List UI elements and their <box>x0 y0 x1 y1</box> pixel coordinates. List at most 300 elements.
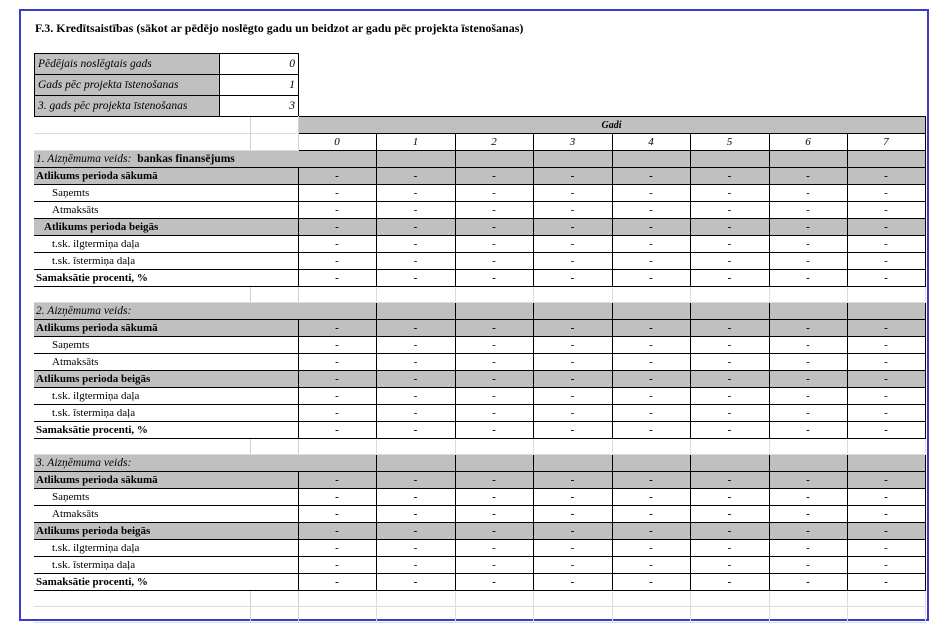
section-title <box>34 455 298 472</box>
value-cell[interactable]: - <box>847 219 925 236</box>
value-cell[interactable]: - <box>769 337 847 354</box>
empty-cell <box>533 287 612 303</box>
value-cell[interactable]: - <box>769 540 847 557</box>
value-cell[interactable]: - <box>533 337 612 354</box>
value-cell[interactable]: - <box>533 371 612 388</box>
blank-row <box>34 287 925 303</box>
value-cell[interactable]: - <box>769 219 847 236</box>
value-cell[interactable]: - <box>769 354 847 371</box>
value-cell[interactable]: - <box>298 574 376 591</box>
value-cell[interactable]: - <box>612 472 690 489</box>
empty-cell <box>847 287 925 303</box>
value-cell[interactable]: - <box>455 185 533 202</box>
spacer-cell <box>250 371 298 388</box>
section-title-label: 1. Aizņēmuma veids: <box>36 153 132 165</box>
value-cell[interactable]: - <box>847 337 925 354</box>
empty-cell <box>769 591 847 607</box>
value-cell[interactable]: - <box>690 422 769 439</box>
empty-cell <box>298 151 376 168</box>
spacer-cell <box>250 388 298 405</box>
value-cell[interactable]: - <box>298 354 376 371</box>
value-cell[interactable]: - <box>455 489 533 506</box>
row-label: Atmaksāts <box>34 354 218 371</box>
value-cell[interactable]: - <box>690 557 769 574</box>
value-cell[interactable]: - <box>533 489 612 506</box>
value-cell[interactable]: - <box>455 506 533 523</box>
blank-row <box>34 439 925 455</box>
empty-cell <box>847 303 925 320</box>
empty-cell <box>250 439 298 455</box>
table-row <box>34 185 925 202</box>
spacer-cell <box>250 540 298 557</box>
value-cell[interactable]: - <box>769 371 847 388</box>
years-header: Gadi <box>298 117 925 134</box>
table-row <box>34 540 925 557</box>
value-cell[interactable]: - <box>769 270 847 287</box>
value-cell[interactable]: - <box>847 557 925 574</box>
value-cell[interactable]: - <box>690 388 769 405</box>
empty-cell <box>455 151 533 168</box>
value-cell[interactable]: - <box>298 506 376 523</box>
value-cell[interactable]: - <box>533 472 612 489</box>
empty-cell <box>690 287 769 303</box>
spacer-cell <box>250 134 298 151</box>
value-cell[interactable]: - <box>612 253 690 270</box>
value-cell[interactable]: - <box>690 540 769 557</box>
row-label: t.sk. ilgtermiņa daļa <box>34 388 218 405</box>
value-cell[interactable]: - <box>376 219 455 236</box>
table-row <box>34 557 925 574</box>
value-cell[interactable]: - <box>769 489 847 506</box>
empty-cell <box>298 607 376 623</box>
value-cell[interactable]: - <box>690 574 769 591</box>
value-cell[interactable]: - <box>612 185 690 202</box>
value-cell[interactable]: - <box>376 236 455 253</box>
value-cell[interactable]: - <box>455 540 533 557</box>
value-cell[interactable]: - <box>612 202 690 219</box>
table-row <box>34 574 925 591</box>
value-cell[interactable]: - <box>847 405 925 422</box>
spacer-cell <box>250 337 298 354</box>
value-cell[interactable]: - <box>769 202 847 219</box>
blank-row <box>34 607 925 623</box>
value-cell[interactable]: - <box>690 253 769 270</box>
spacer-cell <box>250 219 298 236</box>
value-cell[interactable]: - <box>847 354 925 371</box>
empty-cell <box>376 607 455 623</box>
value-cell[interactable]: - <box>612 557 690 574</box>
blank-row <box>34 591 925 607</box>
empty-cell <box>533 607 612 623</box>
value-cell[interactable]: - <box>376 405 455 422</box>
row-label: Samaksātie procenti, % <box>34 574 218 591</box>
info-value[interactable]: 3 <box>220 96 299 117</box>
empty-cell <box>298 455 376 472</box>
value-cell[interactable]: - <box>612 236 690 253</box>
value-cell[interactable]: - <box>769 388 847 405</box>
spacer-cell <box>218 405 250 422</box>
page-title: F.3. Kredītsaistības (sākot ar pēdējo noslēgto gadu un beidzot ar gadu pēc projekta īstenošanas) <box>35 21 524 35</box>
spacer-cell <box>218 489 250 506</box>
spacer-cell <box>250 422 298 439</box>
value-cell[interactable]: - <box>455 202 533 219</box>
value-cell[interactable]: - <box>298 202 376 219</box>
value-cell[interactable]: - <box>769 422 847 439</box>
value-cell[interactable]: - <box>612 574 690 591</box>
spacer-cell <box>218 506 250 523</box>
spacer-cell <box>218 540 250 557</box>
empty-cell <box>250 591 298 607</box>
value-cell[interactable]: - <box>298 337 376 354</box>
value-cell[interactable]: - <box>455 253 533 270</box>
value-cell[interactable]: - <box>612 219 690 236</box>
table-row <box>34 371 925 388</box>
value-cell[interactable]: - <box>690 185 769 202</box>
value-cell[interactable]: - <box>769 472 847 489</box>
spacer-cell <box>218 320 250 337</box>
value-cell[interactable]: - <box>612 388 690 405</box>
value-cell[interactable]: - <box>612 422 690 439</box>
empty-cell <box>34 287 218 303</box>
section-title-value: bankas finansējums <box>137 153 235 165</box>
value-cell[interactable]: - <box>533 574 612 591</box>
value-cell[interactable]: - <box>612 168 690 185</box>
value-cell[interactable]: - <box>298 489 376 506</box>
value-cell[interactable]: - <box>690 405 769 422</box>
value-cell[interactable]: - <box>455 270 533 287</box>
table-row <box>34 202 925 219</box>
value-cell[interactable]: - <box>769 557 847 574</box>
value-cell[interactable]: - <box>612 337 690 354</box>
value-cell[interactable]: - <box>690 270 769 287</box>
spacer-cell <box>218 202 250 219</box>
info-label: Gads pēc projekta īstenošanas <box>35 75 220 96</box>
value-cell[interactable]: - <box>690 320 769 337</box>
value-cell[interactable]: - <box>847 202 925 219</box>
value-cell[interactable]: - <box>690 489 769 506</box>
value-cell[interactable]: - <box>612 371 690 388</box>
value-cell[interactable]: - <box>847 388 925 405</box>
value-cell[interactable]: - <box>376 185 455 202</box>
row-label: Saņemts <box>34 337 218 354</box>
value-cell[interactable]: - <box>847 270 925 287</box>
empty-cell <box>690 151 769 168</box>
row-label: Atmaksāts <box>34 506 218 523</box>
value-cell[interactable]: - <box>690 354 769 371</box>
info-value[interactable]: 1 <box>220 75 299 96</box>
spacer-cell <box>218 219 250 236</box>
empty-cell <box>218 591 250 607</box>
value-cell[interactable]: - <box>376 168 455 185</box>
empty-cell <box>769 303 847 320</box>
table-row <box>34 236 925 253</box>
value-cell[interactable]: - <box>298 320 376 337</box>
value-cell[interactable]: - <box>376 574 455 591</box>
table-row <box>34 388 925 405</box>
empty-cell <box>847 607 925 623</box>
value-cell[interactable]: - <box>533 219 612 236</box>
year-cell: 6 <box>769 134 847 151</box>
value-cell[interactable]: - <box>847 253 925 270</box>
value-cell[interactable]: - <box>376 557 455 574</box>
value-cell[interactable]: - <box>612 354 690 371</box>
value-cell[interactable]: - <box>769 185 847 202</box>
value-cell[interactable]: - <box>847 371 925 388</box>
value-cell[interactable]: - <box>533 253 612 270</box>
row-label: Samaksātie procenti, % <box>34 422 218 439</box>
empty-cell <box>250 287 298 303</box>
spacer-cell <box>250 557 298 574</box>
value-cell[interactable]: - <box>612 405 690 422</box>
value-cell[interactable]: - <box>612 506 690 523</box>
table-row <box>34 320 925 337</box>
value-cell[interactable]: - <box>533 236 612 253</box>
value-cell[interactable]: - <box>847 168 925 185</box>
value-cell[interactable]: - <box>455 388 533 405</box>
value-cell[interactable]: - <box>376 337 455 354</box>
spacer-cell <box>218 270 250 287</box>
empty-cell <box>612 455 690 472</box>
value-cell[interactable]: - <box>298 371 376 388</box>
value-cell[interactable]: - <box>533 168 612 185</box>
empty-cell <box>298 439 376 455</box>
value-cell[interactable]: - <box>455 371 533 388</box>
year-cell: 0 <box>298 134 376 151</box>
value-cell[interactable]: - <box>533 354 612 371</box>
value-cell[interactable]: - <box>847 422 925 439</box>
row-label: Atlikums perioda beigās <box>34 219 218 236</box>
spacer-cell <box>250 270 298 287</box>
value-cell[interactable]: - <box>847 320 925 337</box>
value-cell[interactable]: - <box>455 422 533 439</box>
value-cell[interactable]: - <box>612 270 690 287</box>
empty-cell <box>455 607 533 623</box>
info-row <box>35 54 299 75</box>
table-row <box>34 472 925 489</box>
value-cell[interactable]: - <box>298 270 376 287</box>
value-cell[interactable]: - <box>533 523 612 540</box>
empty-cell <box>455 439 533 455</box>
empty-cell <box>612 303 690 320</box>
value-cell[interactable]: - <box>298 168 376 185</box>
credit-grid <box>34 116 926 623</box>
row-label: Samaksātie procenti, % <box>34 270 218 287</box>
info-value[interactable]: 0 <box>220 54 299 75</box>
value-cell[interactable]: - <box>847 506 925 523</box>
spacer-cell <box>250 354 298 371</box>
value-cell[interactable]: - <box>376 253 455 270</box>
empty-cell <box>533 303 612 320</box>
value-cell[interactable]: - <box>298 523 376 540</box>
empty-cell <box>533 151 612 168</box>
value-cell[interactable]: - <box>376 270 455 287</box>
value-cell[interactable]: - <box>298 540 376 557</box>
value-cell[interactable]: - <box>298 472 376 489</box>
value-cell[interactable]: - <box>455 574 533 591</box>
value-cell[interactable]: - <box>769 574 847 591</box>
value-cell[interactable]: - <box>298 219 376 236</box>
value-cell[interactable]: - <box>533 540 612 557</box>
empty-cell <box>34 439 218 455</box>
value-cell[interactable]: - <box>376 523 455 540</box>
value-cell[interactable]: - <box>533 388 612 405</box>
value-cell[interactable]: - <box>769 253 847 270</box>
row-label: Atlikums perioda sākumā <box>34 320 218 337</box>
empty-cell <box>455 303 533 320</box>
value-cell[interactable]: - <box>690 219 769 236</box>
empty-cell <box>533 455 612 472</box>
value-cell[interactable]: - <box>533 506 612 523</box>
spacer-cell <box>218 574 250 591</box>
value-cell[interactable]: - <box>298 253 376 270</box>
empty-cell <box>218 287 250 303</box>
value-cell[interactable]: - <box>455 557 533 574</box>
value-cell[interactable]: - <box>376 422 455 439</box>
value-cell[interactable]: - <box>690 472 769 489</box>
value-cell[interactable]: - <box>533 422 612 439</box>
value-cell[interactable]: - <box>769 236 847 253</box>
table-row <box>34 253 925 270</box>
value-cell[interactable]: - <box>298 422 376 439</box>
table-row <box>34 219 925 236</box>
empty-cell <box>847 151 925 168</box>
empty-cell <box>376 591 455 607</box>
value-cell[interactable]: - <box>690 506 769 523</box>
value-cell[interactable]: - <box>298 236 376 253</box>
spacer-cell <box>250 523 298 540</box>
section-title-label: 2. Aizņēmuma veids: <box>36 305 132 317</box>
value-cell[interactable]: - <box>455 337 533 354</box>
value-cell[interactable]: - <box>533 202 612 219</box>
value-cell[interactable]: - <box>533 185 612 202</box>
info-row <box>35 75 299 96</box>
grid-header-row <box>34 117 925 134</box>
empty-cell <box>455 591 533 607</box>
value-cell[interactable]: - <box>847 472 925 489</box>
value-cell[interactable]: - <box>612 320 690 337</box>
empty-cell <box>847 439 925 455</box>
value-cell[interactable]: - <box>455 168 533 185</box>
table-row <box>34 270 925 287</box>
value-cell[interactable]: - <box>376 540 455 557</box>
row-label: Atlikums perioda sākumā <box>34 472 218 489</box>
value-cell[interactable]: - <box>612 523 690 540</box>
value-cell[interactable]: - <box>690 168 769 185</box>
empty-cell <box>376 151 455 168</box>
spacer-cell <box>250 405 298 422</box>
row-label: t.sk. īstermiņa daļa <box>34 405 218 422</box>
value-cell[interactable]: - <box>455 236 533 253</box>
value-cell[interactable]: - <box>847 540 925 557</box>
value-cell[interactable]: - <box>769 405 847 422</box>
value-cell[interactable]: - <box>455 354 533 371</box>
row-label: Atlikums perioda beigās <box>34 523 218 540</box>
table-row <box>34 422 925 439</box>
row-label: Saņemts <box>34 185 218 202</box>
value-cell[interactable]: - <box>298 388 376 405</box>
value-cell[interactable]: - <box>455 523 533 540</box>
value-cell[interactable]: - <box>690 523 769 540</box>
value-cell[interactable]: - <box>298 557 376 574</box>
spacer-cell <box>250 185 298 202</box>
table-row <box>34 354 925 371</box>
spacer-cell <box>218 134 250 151</box>
spacer-cell <box>218 354 250 371</box>
spacer-cell <box>250 168 298 185</box>
value-cell[interactable]: - <box>533 270 612 287</box>
value-cell[interactable]: - <box>769 506 847 523</box>
value-cell[interactable]: - <box>690 371 769 388</box>
value-cell[interactable]: - <box>455 320 533 337</box>
value-cell[interactable]: - <box>376 472 455 489</box>
empty-cell <box>455 455 533 472</box>
year-cell: 5 <box>690 134 769 151</box>
empty-cell <box>612 607 690 623</box>
value-cell[interactable]: - <box>455 219 533 236</box>
empty-cell <box>34 591 218 607</box>
value-cell[interactable]: - <box>533 405 612 422</box>
spacer-cell <box>250 253 298 270</box>
empty-cell <box>250 607 298 623</box>
value-cell[interactable]: - <box>690 202 769 219</box>
empty-cell <box>34 607 218 623</box>
value-cell[interactable]: - <box>847 523 925 540</box>
value-cell[interactable]: - <box>690 236 769 253</box>
value-cell[interactable]: - <box>376 489 455 506</box>
empty-cell <box>690 303 769 320</box>
spacer-cell <box>250 236 298 253</box>
spacer-cell <box>218 185 250 202</box>
value-cell[interactable]: - <box>455 472 533 489</box>
section-title-row <box>34 455 925 472</box>
value-cell[interactable]: - <box>455 405 533 422</box>
value-cell[interactable]: - <box>847 236 925 253</box>
info-label: Pēdējais noslēgtais gads <box>35 54 220 75</box>
value-cell[interactable]: - <box>769 168 847 185</box>
row-label <box>34 117 218 134</box>
value-cell[interactable]: - <box>847 574 925 591</box>
spacer-cell <box>218 117 250 134</box>
empty-cell <box>612 591 690 607</box>
value-cell[interactable]: - <box>376 354 455 371</box>
value-cell[interactable]: - <box>612 540 690 557</box>
value-cell[interactable]: - <box>690 337 769 354</box>
value-cell[interactable]: - <box>847 185 925 202</box>
value-cell[interactable]: - <box>847 489 925 506</box>
empty-cell <box>298 287 376 303</box>
value-cell[interactable]: - <box>376 506 455 523</box>
value-cell[interactable]: - <box>769 320 847 337</box>
row-label: Atmaksāts <box>34 202 218 219</box>
value-cell[interactable]: - <box>376 371 455 388</box>
empty-cell <box>769 439 847 455</box>
value-cell[interactable]: - <box>298 185 376 202</box>
value-cell[interactable]: - <box>298 405 376 422</box>
value-cell[interactable]: - <box>376 320 455 337</box>
empty-cell <box>690 591 769 607</box>
row-label: t.sk. īstermiņa daļa <box>34 557 218 574</box>
years-row <box>34 134 925 151</box>
value-cell[interactable]: - <box>533 320 612 337</box>
empty-cell <box>769 607 847 623</box>
value-cell[interactable]: - <box>376 202 455 219</box>
value-cell[interactable]: - <box>533 557 612 574</box>
spacer-cell <box>218 523 250 540</box>
value-cell[interactable]: - <box>376 388 455 405</box>
empty-cell <box>455 287 533 303</box>
value-cell[interactable]: - <box>612 489 690 506</box>
value-cell[interactable]: - <box>769 523 847 540</box>
